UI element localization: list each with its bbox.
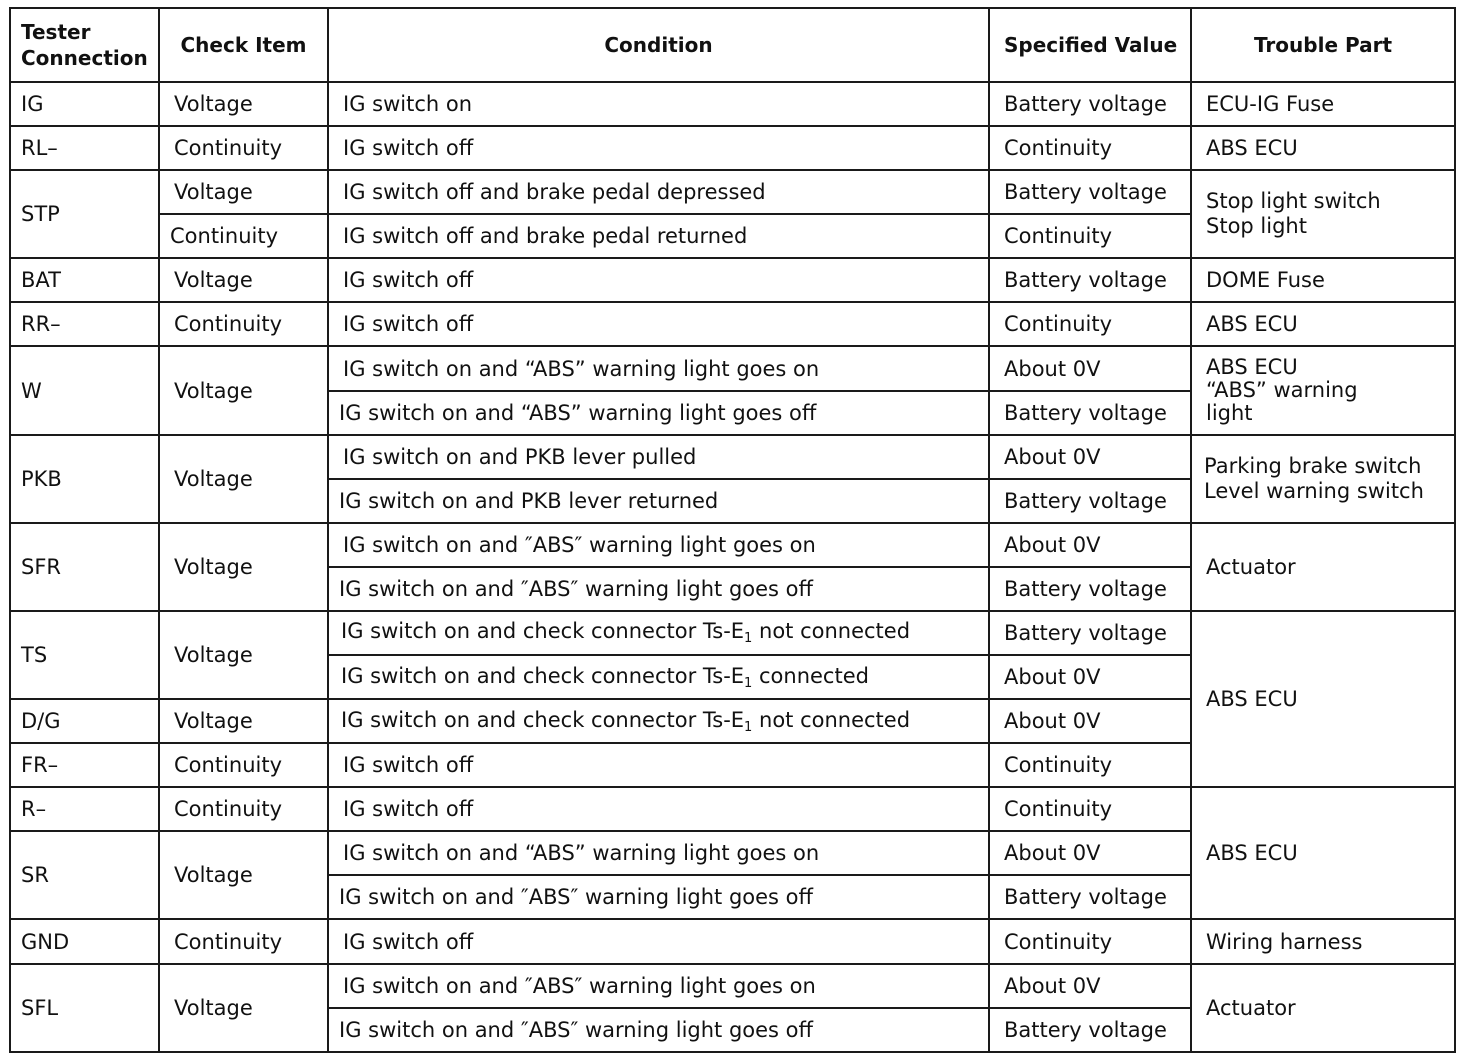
specified-value-cell: Battery voltage bbox=[989, 1008, 1191, 1052]
header-row bbox=[10, 8, 1455, 82]
condition-cell: IG switch off bbox=[328, 126, 989, 170]
condition-text: IG switch on and check connector Ts-E bbox=[341, 663, 745, 688]
specified-value-cell: Battery voltage bbox=[989, 391, 1191, 435]
subscript-text: 1 bbox=[744, 719, 753, 735]
condition-cell: IG switch off bbox=[328, 919, 989, 963]
tester-connection-cell: IG bbox=[10, 82, 159, 126]
condition-cell: IG switch off bbox=[328, 302, 989, 346]
condition-cell: IG switch off bbox=[328, 787, 989, 831]
condition-text: IG switch on and check connector Ts-E bbox=[341, 619, 745, 644]
specified-value-cell: Battery voltage bbox=[989, 258, 1191, 302]
condition-cell: IG switch on and “ABS” warning light goes off bbox=[328, 391, 989, 435]
trouble-part-cell: DOME Fuse bbox=[1191, 258, 1455, 302]
condition-cell bbox=[328, 611, 989, 655]
specified-value-cell: About 0V bbox=[989, 964, 1191, 1008]
condition-text: not connected bbox=[752, 619, 911, 644]
trouble-part-cell: Wiring harness bbox=[1191, 919, 1455, 963]
condition-cell: IG switch off and brake pedal depressed bbox=[328, 170, 989, 214]
check-item-cell: Voltage bbox=[159, 170, 328, 214]
specified-value-cell: Battery voltage bbox=[989, 875, 1191, 919]
specified-value-cell: About 0V bbox=[989, 435, 1191, 479]
table-row bbox=[10, 82, 1455, 126]
trouble-part-cell: ABS ECU bbox=[1191, 611, 1455, 787]
tester-connection-cell: W bbox=[10, 346, 159, 434]
specified-value-cell: Continuity bbox=[989, 214, 1191, 258]
tester-connection-cell: R– bbox=[10, 787, 159, 831]
header-check-item: Check Item bbox=[159, 8, 328, 82]
trouble-part-cell: ABS ECU bbox=[1191, 787, 1455, 919]
condition-cell: IG switch on and ″ABS″ warning light goes off bbox=[328, 567, 989, 611]
table-row bbox=[10, 170, 1455, 214]
header-tester-connection: Tester Connection bbox=[10, 8, 159, 82]
header-specified-value: Specified Value bbox=[989, 8, 1191, 82]
trouble-part-cell: Actuator bbox=[1191, 964, 1455, 1052]
condition-cell: IG switch off bbox=[328, 258, 989, 302]
condition-cell bbox=[328, 699, 989, 743]
specified-value-cell: About 0V bbox=[989, 831, 1191, 875]
specified-value-cell: About 0V bbox=[989, 346, 1191, 390]
subscript-text: 1 bbox=[744, 675, 753, 691]
check-item-cell: Voltage bbox=[159, 831, 328, 919]
table-row bbox=[10, 435, 1455, 479]
check-item-cell: Continuity bbox=[159, 126, 328, 170]
condition-text: connected bbox=[752, 663, 869, 688]
table-row bbox=[10, 787, 1455, 831]
condition-text: not connected bbox=[752, 707, 911, 732]
tester-connection-cell: SFR bbox=[10, 523, 159, 611]
header-condition: Condition bbox=[328, 8, 989, 82]
check-item-cell: Voltage bbox=[159, 699, 328, 743]
table-row bbox=[10, 346, 1455, 390]
trouble-part-cell: ABS ECU bbox=[1191, 126, 1455, 170]
specified-value-cell: About 0V bbox=[989, 523, 1191, 567]
table-row bbox=[10, 258, 1455, 302]
check-item-cell: Voltage bbox=[159, 964, 328, 1052]
condition-cell: IG switch off and brake pedal returned bbox=[328, 214, 989, 258]
check-item-cell: Continuity bbox=[159, 919, 328, 963]
check-item-cell: Continuity bbox=[159, 302, 328, 346]
check-item-cell: Continuity bbox=[159, 787, 328, 831]
condition-cell: IG switch on and “ABS” warning light goes on bbox=[328, 346, 989, 390]
condition-cell: IG switch on and ″ABS″ warning light goes off bbox=[328, 1008, 989, 1052]
specified-value-cell: Battery voltage bbox=[989, 170, 1191, 214]
trouble-part-cell: Parking brake switch Level warning switch bbox=[1191, 435, 1455, 523]
trouble-part-cell: ECU-IG Fuse bbox=[1191, 82, 1455, 126]
trouble-part-cell: ABS ECU bbox=[1191, 302, 1455, 346]
check-item-cell: Voltage bbox=[159, 611, 328, 699]
condition-cell: IG switch on and ″ABS″ warning light goes on bbox=[328, 523, 989, 567]
condition-cell: IG switch on bbox=[328, 82, 989, 126]
specified-value-cell: Continuity bbox=[989, 919, 1191, 963]
check-item-cell: Voltage bbox=[159, 523, 328, 611]
condition-cell: IG switch on and ″ABS″ warning light goes off bbox=[328, 875, 989, 919]
subscript-text: 1 bbox=[744, 631, 753, 647]
specified-value-cell: Battery voltage bbox=[989, 479, 1191, 523]
abs-terminal-check-table bbox=[9, 7, 1456, 1053]
specified-value-cell: Battery voltage bbox=[989, 611, 1191, 655]
condition-cell: IG switch on and ″ABS″ warning light goes on bbox=[328, 964, 989, 1008]
specified-value-cell: Continuity bbox=[989, 787, 1191, 831]
trouble-part-cell: Stop light switch Stop light bbox=[1191, 170, 1455, 258]
check-item-cell: Voltage bbox=[159, 258, 328, 302]
check-item-cell: Voltage bbox=[159, 82, 328, 126]
tester-connection-cell: STP bbox=[10, 170, 159, 258]
condition-cell: IG switch on and PKB lever pulled bbox=[328, 435, 989, 479]
table-row bbox=[10, 126, 1455, 170]
condition-cell: IG switch on and PKB lever returned bbox=[328, 479, 989, 523]
check-item-cell: Voltage bbox=[159, 346, 328, 434]
specified-value-cell: Continuity bbox=[989, 302, 1191, 346]
condition-cell: IG switch on and “ABS” warning light goes on bbox=[328, 831, 989, 875]
table-row bbox=[10, 964, 1455, 1008]
tester-connection-cell: BAT bbox=[10, 258, 159, 302]
condition-cell: IG switch off bbox=[328, 743, 989, 787]
header-trouble-part: Trouble Part bbox=[1191, 8, 1455, 82]
specified-value-cell: Battery voltage bbox=[989, 82, 1191, 126]
tester-connection-cell: PKB bbox=[10, 435, 159, 523]
specified-value-cell: About 0V bbox=[989, 655, 1191, 699]
tester-connection-cell: GND bbox=[10, 919, 159, 963]
check-item-cell: Voltage bbox=[159, 435, 328, 523]
check-item-cell: Continuity bbox=[159, 214, 328, 258]
condition-cell bbox=[328, 655, 989, 699]
specified-value-cell: Battery voltage bbox=[989, 567, 1191, 611]
trouble-part-cell: Actuator bbox=[1191, 523, 1455, 611]
tester-connection-cell: TS bbox=[10, 611, 159, 699]
tester-connection-cell: RR– bbox=[10, 302, 159, 346]
condition-text: IG switch on and check connector Ts-E bbox=[341, 707, 745, 732]
tester-connection-cell: SR bbox=[10, 831, 159, 919]
table-row bbox=[10, 523, 1455, 567]
specified-value-cell: Continuity bbox=[989, 126, 1191, 170]
table-row bbox=[10, 611, 1455, 655]
table-row bbox=[10, 919, 1455, 963]
tester-connection-cell: RL– bbox=[10, 126, 159, 170]
specified-value-cell: Continuity bbox=[989, 743, 1191, 787]
tester-connection-cell: FR– bbox=[10, 743, 159, 787]
tester-connection-cell: SFL bbox=[10, 964, 159, 1052]
check-item-cell: Continuity bbox=[159, 743, 328, 787]
specified-value-cell: About 0V bbox=[989, 699, 1191, 743]
trouble-part-cell: ABS ECU “ABS” warning light bbox=[1191, 346, 1455, 434]
table-row bbox=[10, 302, 1455, 346]
tester-connection-cell: D/G bbox=[10, 699, 159, 743]
